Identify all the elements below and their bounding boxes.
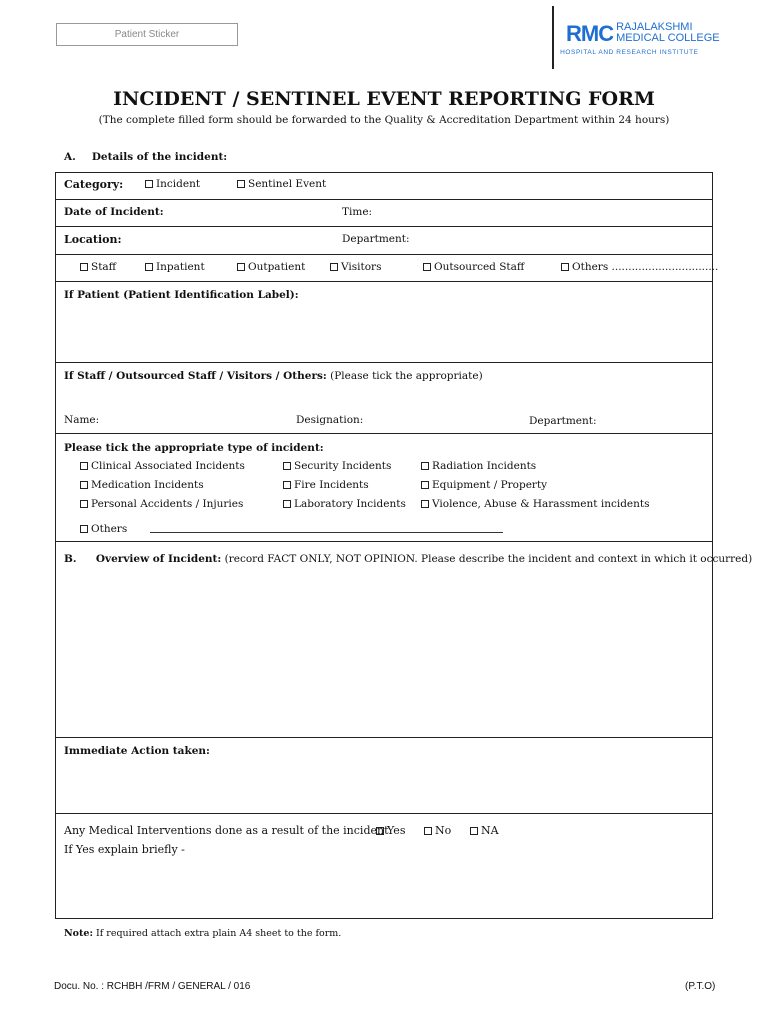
checkbox[interactable] xyxy=(80,462,88,470)
option-label: Inpatient xyxy=(156,261,205,273)
row-divider xyxy=(55,281,713,282)
option-label: No xyxy=(435,824,452,837)
option-label: Personal Accidents / Injuries xyxy=(91,498,244,510)
medical-yes-option[interactable] xyxy=(376,824,405,837)
incident-type-clinical[interactable] xyxy=(80,460,245,472)
option-label: Fire Incidents xyxy=(294,479,369,491)
option-label: Others xyxy=(91,523,128,535)
designation-label: Designation: xyxy=(296,414,364,426)
medical-intervention-question: Any Medical Interventions done as a result of the incident xyxy=(64,824,389,837)
checkbox[interactable] xyxy=(330,263,338,271)
category-incident-option[interactable] xyxy=(145,178,200,190)
option-label: Sentinel Event xyxy=(248,178,327,190)
option-label: Radiation Incidents xyxy=(432,460,537,472)
checkbox[interactable] xyxy=(80,263,88,271)
option-label: Visitors xyxy=(341,261,382,273)
staff-heading-note: (Please tick the appropriate) xyxy=(330,370,483,382)
form-title: INCIDENT / SENTINEL EVENT REPORTING FORM xyxy=(113,88,655,110)
incident-type-violence[interactable] xyxy=(421,498,650,510)
option-label: Outpatient xyxy=(248,261,306,273)
incident-type-security[interactable] xyxy=(283,460,391,472)
option-label: Medication Incidents xyxy=(91,479,204,491)
checkbox[interactable] xyxy=(80,481,88,489)
logo-line3: HOSPITAL AND RESEARCH INSTITUTE xyxy=(560,49,699,56)
incident-type-equipment[interactable] xyxy=(421,479,547,491)
row-divider xyxy=(55,433,713,434)
incident-type-personal[interactable] xyxy=(80,498,243,510)
section-b-letter: B. xyxy=(64,553,77,565)
incident-type-heading: Please tick the appropriate type of incident: xyxy=(64,442,324,454)
checkbox[interactable] xyxy=(283,462,291,470)
checkbox[interactable] xyxy=(145,180,153,188)
section-a-letter: A. xyxy=(64,151,76,163)
location-label: Location: xyxy=(64,233,122,246)
incident-type-medication[interactable] xyxy=(80,479,204,491)
form-box xyxy=(55,172,713,919)
checkbox[interactable] xyxy=(470,827,478,835)
checkbox[interactable] xyxy=(145,263,153,271)
patient-id-label: If Patient (Patient Identification Label): xyxy=(64,289,299,301)
logo-line2: MEDICAL COLLEGE xyxy=(616,32,720,44)
medical-no-option[interactable] xyxy=(424,824,451,837)
person-type-staff[interactable] xyxy=(80,261,116,273)
checkbox[interactable] xyxy=(283,500,291,508)
option-label: Laboratory Incidents xyxy=(294,498,406,510)
time-label: Time: xyxy=(342,206,373,218)
medical-na-option[interactable] xyxy=(470,824,499,837)
note-text: If required attach extra plain A4 sheet to the form. xyxy=(96,928,342,939)
checkbox[interactable] xyxy=(376,827,384,835)
header-divider xyxy=(552,6,554,69)
form-subtitle: (The complete filled form should be forwarded to the Quality & Accreditation Department within 24 hours) xyxy=(98,114,670,126)
checkbox[interactable] xyxy=(237,263,245,271)
checkbox[interactable] xyxy=(80,525,88,533)
option-label: Equipment / Property xyxy=(432,479,548,491)
incident-type-fire[interactable] xyxy=(283,479,369,491)
person-type-outpatient[interactable] xyxy=(237,261,305,273)
staff-section-heading xyxy=(64,370,483,382)
row-divider xyxy=(55,226,713,227)
option-label: Incident xyxy=(156,178,201,190)
checkbox[interactable] xyxy=(80,500,88,508)
name-label: Name: xyxy=(64,414,100,426)
section-a-title: Details of the incident: xyxy=(91,151,228,163)
checkbox[interactable] xyxy=(421,481,429,489)
row-divider xyxy=(55,199,713,200)
logo-line1: RAJALAKSHMI xyxy=(616,21,693,33)
checkbox[interactable] xyxy=(424,827,432,835)
row-divider xyxy=(55,541,713,542)
row-divider xyxy=(55,254,713,255)
checkbox[interactable] xyxy=(421,500,429,508)
footnote xyxy=(64,928,341,939)
option-label: Yes xyxy=(387,824,406,837)
person-type-others[interactable] xyxy=(561,261,718,273)
staff-heading-text: If Staff / Outsourced Staff / Visitors / Others: xyxy=(64,370,327,382)
others-underline[interactable] xyxy=(150,532,503,533)
option-label: Security Incidents xyxy=(294,460,392,472)
option-label: Staff xyxy=(91,261,117,273)
row-divider xyxy=(55,362,713,363)
checkbox[interactable] xyxy=(421,462,429,470)
department-label: Department: xyxy=(342,233,410,245)
section-a-heading xyxy=(64,151,227,163)
checkbox[interactable] xyxy=(237,180,245,188)
category-label: Category: xyxy=(64,178,124,191)
pto-label: (P.T.O) xyxy=(685,981,716,992)
person-type-visitors[interactable] xyxy=(330,261,381,273)
checkbox[interactable] xyxy=(561,263,569,271)
category-sentinel-option[interactable] xyxy=(237,178,326,190)
incident-type-radiation[interactable] xyxy=(421,460,536,472)
section-b-note: (record FACT ONLY, NOT OPINION. Please describe the incident and context in which it occurred) xyxy=(224,553,753,565)
option-label: NA xyxy=(481,824,499,837)
person-type-inpatient[interactable] xyxy=(145,261,205,273)
staff-department-label: Department: xyxy=(529,415,597,427)
note-label: Note: xyxy=(64,928,93,939)
row-divider xyxy=(55,737,713,738)
explain-briefly-label: If Yes explain briefly - xyxy=(64,843,185,856)
option-label: Others ................................ xyxy=(572,261,719,273)
option-label: Clinical Associated Incidents xyxy=(91,460,245,472)
immediate-action-label: Immediate Action taken: xyxy=(64,745,210,757)
incident-type-others[interactable] xyxy=(80,523,127,535)
logo-mark: RMC xyxy=(566,21,614,46)
person-type-outsourced[interactable] xyxy=(423,261,524,273)
incident-type-laboratory[interactable] xyxy=(283,498,406,510)
row-divider xyxy=(55,813,713,814)
rmc-logo xyxy=(560,21,720,58)
checkbox[interactable] xyxy=(423,263,431,271)
option-label: Violence, Abuse & Harassment incidents xyxy=(432,498,650,510)
section-b-title: Overview of Incident: xyxy=(95,553,222,565)
document-number: Docu. No. : RCHBH /FRM / GENERAL / 016 xyxy=(54,981,251,992)
option-label: Outsourced Staff xyxy=(434,261,525,273)
section-b-heading xyxy=(64,553,752,565)
patient-sticker-box: Patient Sticker xyxy=(56,23,238,46)
checkbox[interactable] xyxy=(283,481,291,489)
date-of-incident-label: Date of Incident: xyxy=(64,206,164,218)
